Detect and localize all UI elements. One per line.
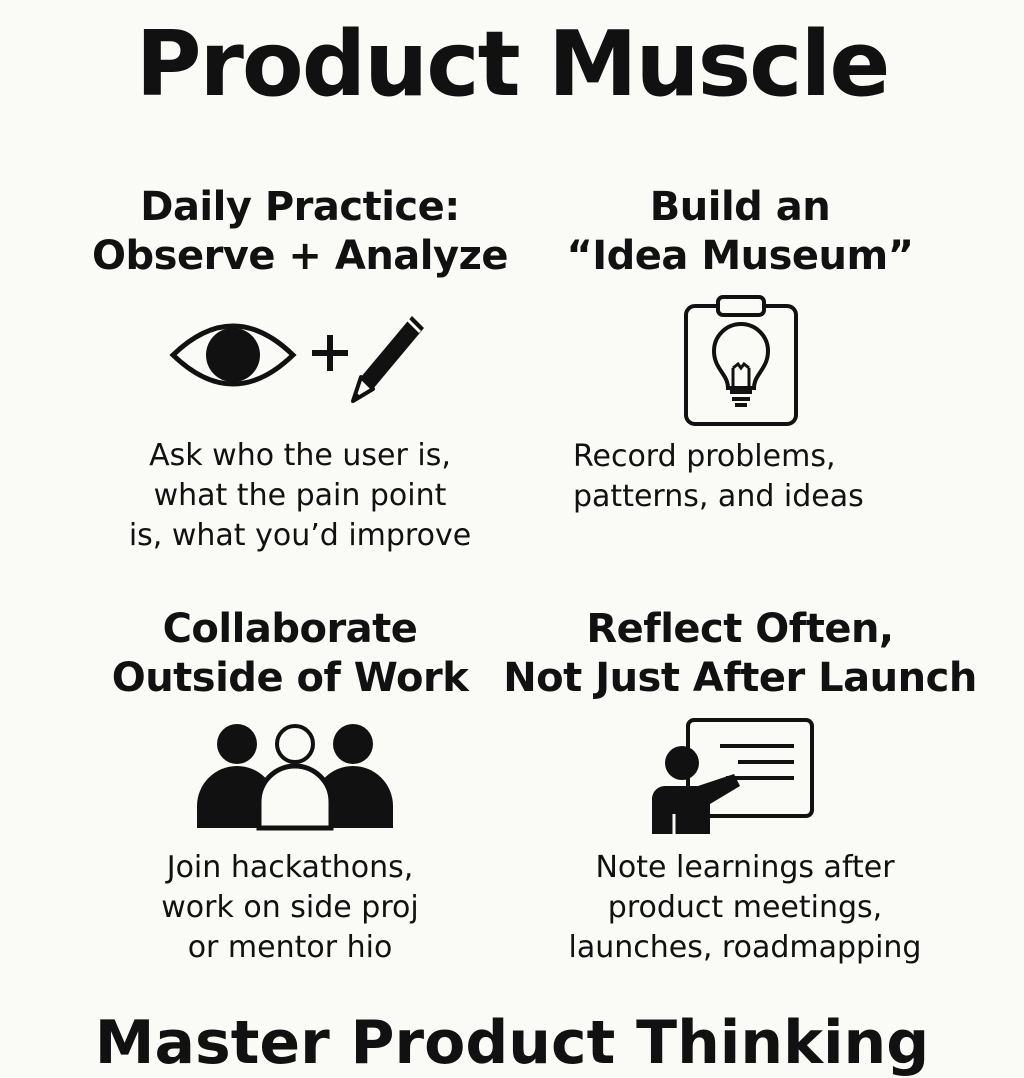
clipboard-lightbulb-icon — [680, 294, 805, 430]
section-idea-museum — [540, 183, 940, 281]
section-heading: Reflect Often, Not Just After Launch — [503, 606, 977, 701]
section-daily-practice — [60, 183, 540, 281]
section-heading: Daily Practice: Observe + Analyze — [92, 184, 508, 279]
page-title: Product Muscle — [135, 12, 889, 117]
footer-heading: Master Product Thinking — [94, 1008, 930, 1078]
group-people-icon — [195, 722, 395, 830]
section-heading: Collaborate Outside of Work — [111, 606, 469, 701]
eye-plus-pencil-icon — [165, 305, 435, 405]
section-description: Note learnings after product meetings, launches, roadmapping — [568, 850, 922, 965]
presenter-whiteboard-icon — [648, 716, 816, 836]
section-description: Join hackathons, work on side proj or mentor hio — [161, 850, 419, 965]
section-collaborate — [60, 605, 520, 703]
section-reflect — [500, 605, 980, 703]
section-description: Ask who the user is, what the pain point is, what you’d improve — [128, 438, 472, 553]
section-description: Record problems, patterns, and ideas — [573, 439, 864, 514]
section-heading: Build an “Idea Museum” — [566, 184, 914, 279]
